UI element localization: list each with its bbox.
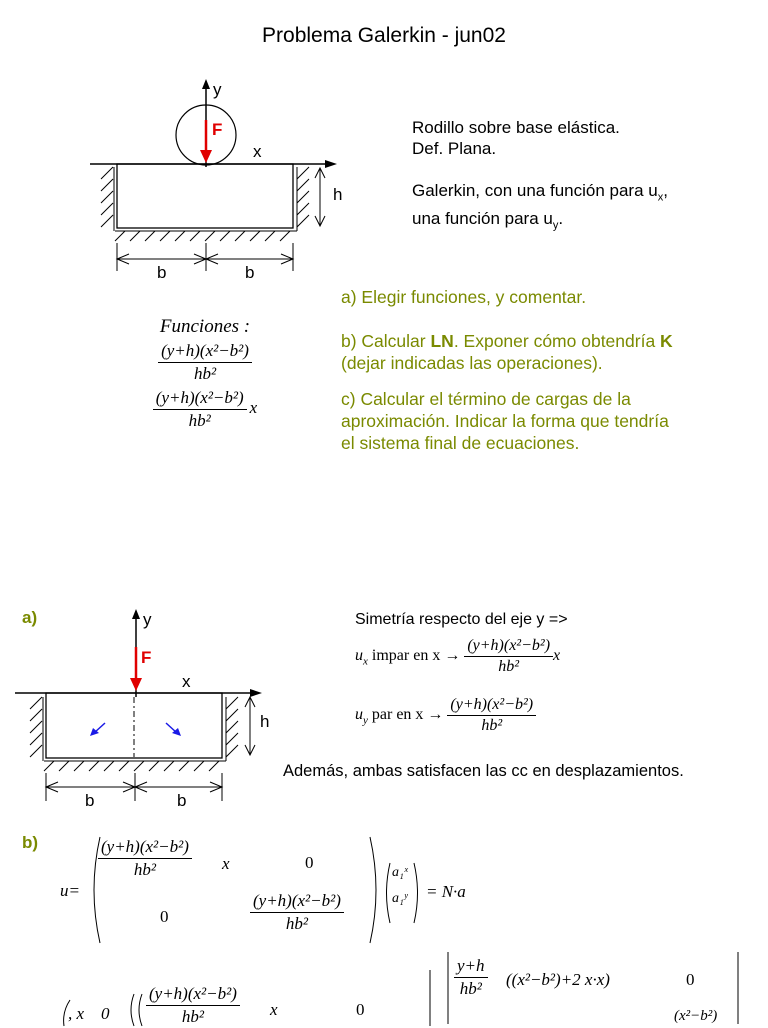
symmetry-diagram [10,605,280,815]
question-b: b) Calcular LN. Exponer cómo obtendría K [341,331,673,351]
section-b-label: b) [22,833,39,852]
functions-block: Funciones : $\frac{\text{(y+h)(x²−b²)}}{\text{hb²}}$ $\frac{\text{(y+h)(x²−b²)}}{\text{hb²}}$ x [110,316,300,431]
symmetry-statement: Simetría respecto del eje y => [355,611,568,628]
half-width-label: b [157,263,167,282]
function-2: $\frac{\text{(y+h)(x²−b²)}}{\text{hb²}}$ [153,388,247,431]
problem-description [412,117,668,237]
strain-expression: , x 0 $\frac{\text{(y+h)(x²−b²)}}{\text{hb²}}$ x 0 $\frac{y+h}{\text{hb²}}$ ((x²−b²)+2 x·x) 0 (x²−b²) [60,950,760,1024]
description-line: Def. Plana. [412,139,497,158]
ux-expression: $u_x$ impar en x → $\frac{\text{(y+h)(x²−b²)}}{\text{hb²}}$ x [355,637,561,675]
uy-expression: $u_y$ par en x → $\frac{\text{(y+h)(x²−b²)}}{\text{hb²}}$ [355,696,536,735]
force-label: F [212,120,223,139]
question-a: a) Elegir funciones, y comentar. [341,287,587,307]
svg-text:h: h [260,712,270,731]
svg-text:x: x [182,672,191,691]
question-c: c) Calcular el término de cargas de la [341,389,631,409]
section-a-label: a) [22,608,38,627]
x-axis-label: x [253,142,262,161]
description-line: Galerkin, con una función para $u_x$, [412,181,668,204]
u-matrix-equation: u= $\frac{\text{(y+h)(x²−b²)}}{\text{hb²}}$ x 0 0 $\frac{\text{(y+h)(x²−b²)}}{\text{hb²}}$ a₁ˣ a₁ʸ = N·a [60,835,480,945]
description-line: Rodillo sobre base elástica. [412,118,620,137]
question-c: aproximación. Indicar la forma que tendría [341,411,669,431]
page-title: Problema Galerkin - jun02 [262,24,506,47]
question-c: el sistema final de ecuaciones. [341,433,580,453]
svg-text:b: b [85,791,95,810]
question-b-cont: (dejar indicadas las operaciones). [341,353,603,373]
functions-label: Funciones : [159,316,251,337]
description-line: una función para $u_y$. [412,209,564,232]
boundary-conditions-note: Además, ambas satisfacen las cc en desplazamientos. [283,762,684,780]
svg-text:y: y [143,610,152,629]
questions [341,286,761,454]
y-axis-label: y [213,80,222,99]
roller-diagram [85,75,355,290]
half-width-label: b [245,263,255,282]
svg-text:b: b [177,791,187,810]
svg-text:F: F [141,648,152,667]
function-1: $\frac{\text{(y+h)(x²−b²)}}{\text{hb²}}$ [158,341,252,384]
height-label: h [333,185,343,204]
